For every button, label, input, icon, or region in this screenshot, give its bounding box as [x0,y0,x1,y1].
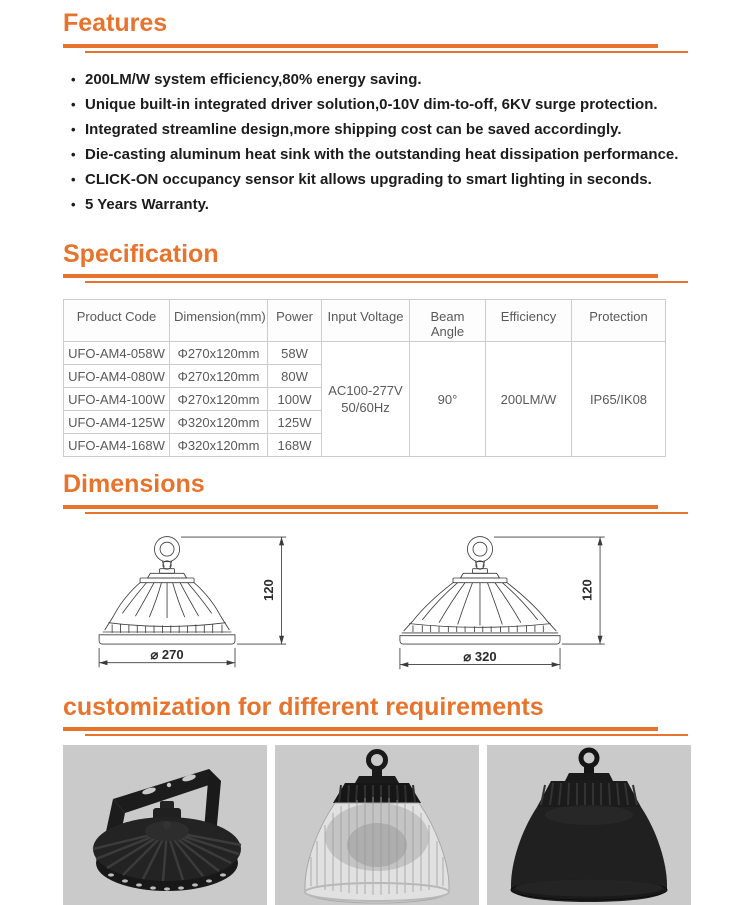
underline-thick [63,505,658,509]
customization-underline [63,727,693,736]
col-header-beam-angle: Beam Angle [410,300,486,342]
diameter-dimension [400,647,560,668]
dimensions-underline [63,505,693,514]
cell-product-code: UFO-AM4-168W [64,434,170,457]
cell-efficiency: 200LM/W [486,342,572,457]
col-header-input-voltage: Input Voltage [322,300,410,342]
specification-table [63,299,666,457]
dimensions-section [63,471,693,686]
height-label: 120 [580,579,595,601]
feature-item: • Unique built-in integrated driver solution,0-10V dim-to-off, 6KV surge protection. [71,92,693,117]
dimension-drawings [60,524,693,686]
ufo-270-drawing [60,524,372,686]
cell-power: 168W [268,434,322,457]
cell-power: 125W [268,411,322,434]
customization-section [63,694,693,905]
col-header-power: Power [268,300,322,342]
features-section [63,10,693,217]
black-reflector [511,805,667,902]
underline-thin [85,51,688,53]
hook-ring-icon [154,536,179,561]
photo-ufo-bracket-mount [63,745,267,905]
input-voltage-line2: 50/60Hz [326,399,405,416]
feature-item: • Integrated streamline design,more shipping cost can be saved accordingly. [71,117,693,142]
cell-product-code: UFO-AM4-080W [64,365,170,388]
col-header-dimension: Dimension(mm) [170,300,268,342]
col-header-protection: Protection [572,300,666,342]
specification-section [63,241,693,458]
photo-ufo-clear-reflector [275,745,479,905]
cell-dimension: Φ320x120mm [170,434,268,457]
table-header-row [64,300,666,342]
cell-dimension: Φ270x120mm [170,342,268,365]
dimensions-title: Dimensions [63,471,693,499]
features-underline [63,44,693,53]
cell-dimension: Φ320x120mm [170,411,268,434]
specification-underline [63,274,693,283]
input-voltage-line1: AC100-277V [326,382,405,399]
height-dimension [181,537,286,644]
photo-ufo-black-reflector [487,745,691,905]
cell-power: 100W [268,388,322,411]
specification-title: Specification [63,241,693,269]
ufo-320-drawing [372,524,693,686]
features-title: Features [63,10,693,38]
diameter-label: ⌀ 270 [150,646,183,661]
customization-title: customization for different requirements [63,694,693,722]
cell-power: 80W [268,365,322,388]
features-list [63,67,693,217]
underline-thin [85,512,688,514]
underline-thick [63,44,658,48]
height-label: 120 [261,579,276,601]
feature-item: • 5 Years Warranty. [71,192,693,217]
col-header-efficiency: Efficiency [486,300,572,342]
cell-product-code: UFO-AM4-058W [64,342,170,365]
cell-dimension: Φ270x120mm [170,388,268,411]
col-header-product-code: Product Code [64,300,170,342]
hook-ring-icon [467,536,492,561]
feature-item: • 200LM/W system efficiency,80% energy saving. [71,67,693,92]
cell-product-code: UFO-AM4-125W [64,411,170,434]
feature-item: • Die-casting aluminum heat sink with the outstanding heat dissipation performance. [71,142,693,167]
cell-product-code: UFO-AM4-100W [64,388,170,411]
cell-power: 58W [268,342,322,365]
underline-thin [85,281,688,283]
feature-item: • CLICK-ON occupancy sensor kit allows upgrading to smart lighting in seconds. [71,167,693,192]
lamp-320-outline [400,536,560,644]
customization-photos [63,745,693,905]
cell-input-voltage [322,342,410,457]
underline-thick [63,727,658,731]
lamp-270-outline [99,536,235,644]
table-row [64,342,666,365]
underline-thick [63,274,658,278]
underline-thin [85,734,688,736]
cell-protection: IP65/IK08 [572,342,666,457]
diameter-dimension [99,646,235,666]
cell-dimension: Φ270x120mm [170,365,268,388]
cell-beam-angle: 90° [410,342,486,457]
diameter-label: ⌀ 320 [463,648,496,663]
